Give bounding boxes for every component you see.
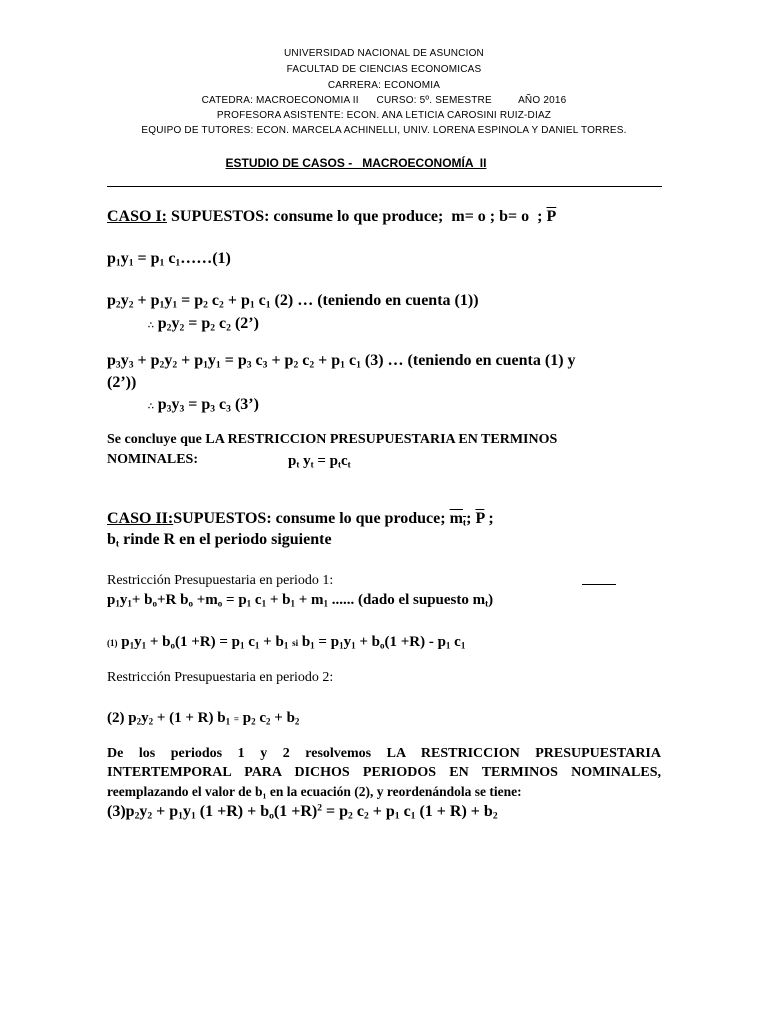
overline-mark (582, 584, 616, 585)
header-career: CARRERA: ECONOMIA (327, 80, 441, 91)
paragraph-line3: reemplazando el valor de b₁ en la ecuación (2), y reordenándola se tiene: (107, 784, 522, 799)
caso1-heading: CASO I: (107, 208, 168, 225)
title-divider (107, 186, 662, 187)
equation-periodo-2: (2) $p_2y_2 + (1 + R) b_1 = p_2$ $c_2 + b_2$ (107, 710, 300, 727)
caso2-heading-line: CASO II:SUPUESTOS: consume lo que produce; $m_t$; $\overline{P}$ ; (107, 510, 494, 529)
equation-2-prime: ∴ $p_2y_2 = p_2$ $c_2$ (2’) (148, 315, 259, 334)
header-course: CATEDRA: MACROECONOMIA II CURSO: 5º. SEMESTRE AÑO 2016 (201, 95, 567, 106)
caso2-supuestos: SUPUESTOS: consume lo que produce; (173, 510, 450, 527)
caso1-heading-line (107, 208, 556, 226)
document-title: ESTUDIO DE CASOS - MACROECONOMÍA II (225, 156, 487, 170)
header-faculty: FACULTAD DE CIENCIAS ECONOMICAS (286, 64, 482, 75)
equation-intertemporal: $(3)p_2y_2 + p_1y_1$ $(1 +R) + b_o(1 +R)^2 = p_2$ $c_2 + p_1$ $c_1$ $(1 + R) + b_2$ (107, 802, 498, 822)
caso2-supuestos-line2: $b_t$ rinde R en el periodo siguiente (107, 531, 332, 550)
equation-3-cont: (2’)) (107, 374, 137, 391)
paragraph-line1: De los periodos 1 y 2 resolvemos LA RESTRICCION PRESUPUESTARIA (107, 746, 661, 761)
caso1-supuestos: SUPUESTOS: consume lo que produce; m= o ; b= o ; (167, 208, 547, 225)
caso1-conclusion-line1: Se concluye que LA RESTRICCION PRESUPUESTARIA EN TERMINOS (107, 432, 558, 447)
caso1-price-bar: $\overline{P}$ (546, 208, 557, 225)
header-tutors: EQUIPO DE TUTORES: ECON. MARCELA ACHINELLI, UNIV. LORENA ESPINOLA Y DANIEL TORRES. (141, 125, 627, 136)
nominal-constraint-formula: $p_t$ $y_t = p_tc_t$ (288, 453, 351, 470)
caso1-conclusion-line2: NOMINALES: (107, 452, 199, 467)
caso2-heading: CASO II: (107, 510, 174, 527)
equation-3: $p_3y_3 + p_2y_2 + p_1y_1 = p_3$ $c_3 + p_2$ $c_2 + p_1$ $c_1$ (3) … (teniendo en cuenta (1) y (107, 352, 576, 371)
equation-2: $p_2y_2 + p_1y_1 = p_2$ $c_2 + p_1$ $c_1$ (2) … (teniendo en cuenta (1)) (107, 292, 479, 311)
restriccion-periodo-2-label: Restricción Presupuestaria en periodo 2: (107, 670, 334, 685)
header-assistant: PROFESORA ASISTENTE: ECON. ANA LETICIA CAROSINI RUIZ-DIAZ (216, 110, 552, 121)
paragraph-line2: INTERTEMPORAL PARA DICHOS PERIODOS EN TERMINOS NOMINALES, (107, 765, 661, 780)
equation-periodo-1: $p_1y_1+ b_o+R$ $b_o +m_o = p_1$ $c_1 + b_1 + m_1$ ...... (dado el supuesto $m_t$) (107, 592, 494, 609)
header-university: UNIVERSIDAD NACIONAL DE ASUNCION (284, 48, 484, 59)
equation-1: $p_1y_1 = p_1$ $c_1\dots\dots(1)$ (107, 250, 231, 269)
restriccion-periodo-1-label: Restricción Presupuestaria en periodo 1: (107, 573, 334, 588)
equation-b1: (1) $p_1y_1 + b_o(1 +R) = p_1$ $c_1 + b_1$ si $b_1 = p_1y_1 + b_o(1 +R) - p_1$ $c_1$ (107, 634, 466, 651)
equation-3-prime: ∴ $p_3y_3 = p_3$ $c_3$ (3’) (148, 396, 259, 415)
